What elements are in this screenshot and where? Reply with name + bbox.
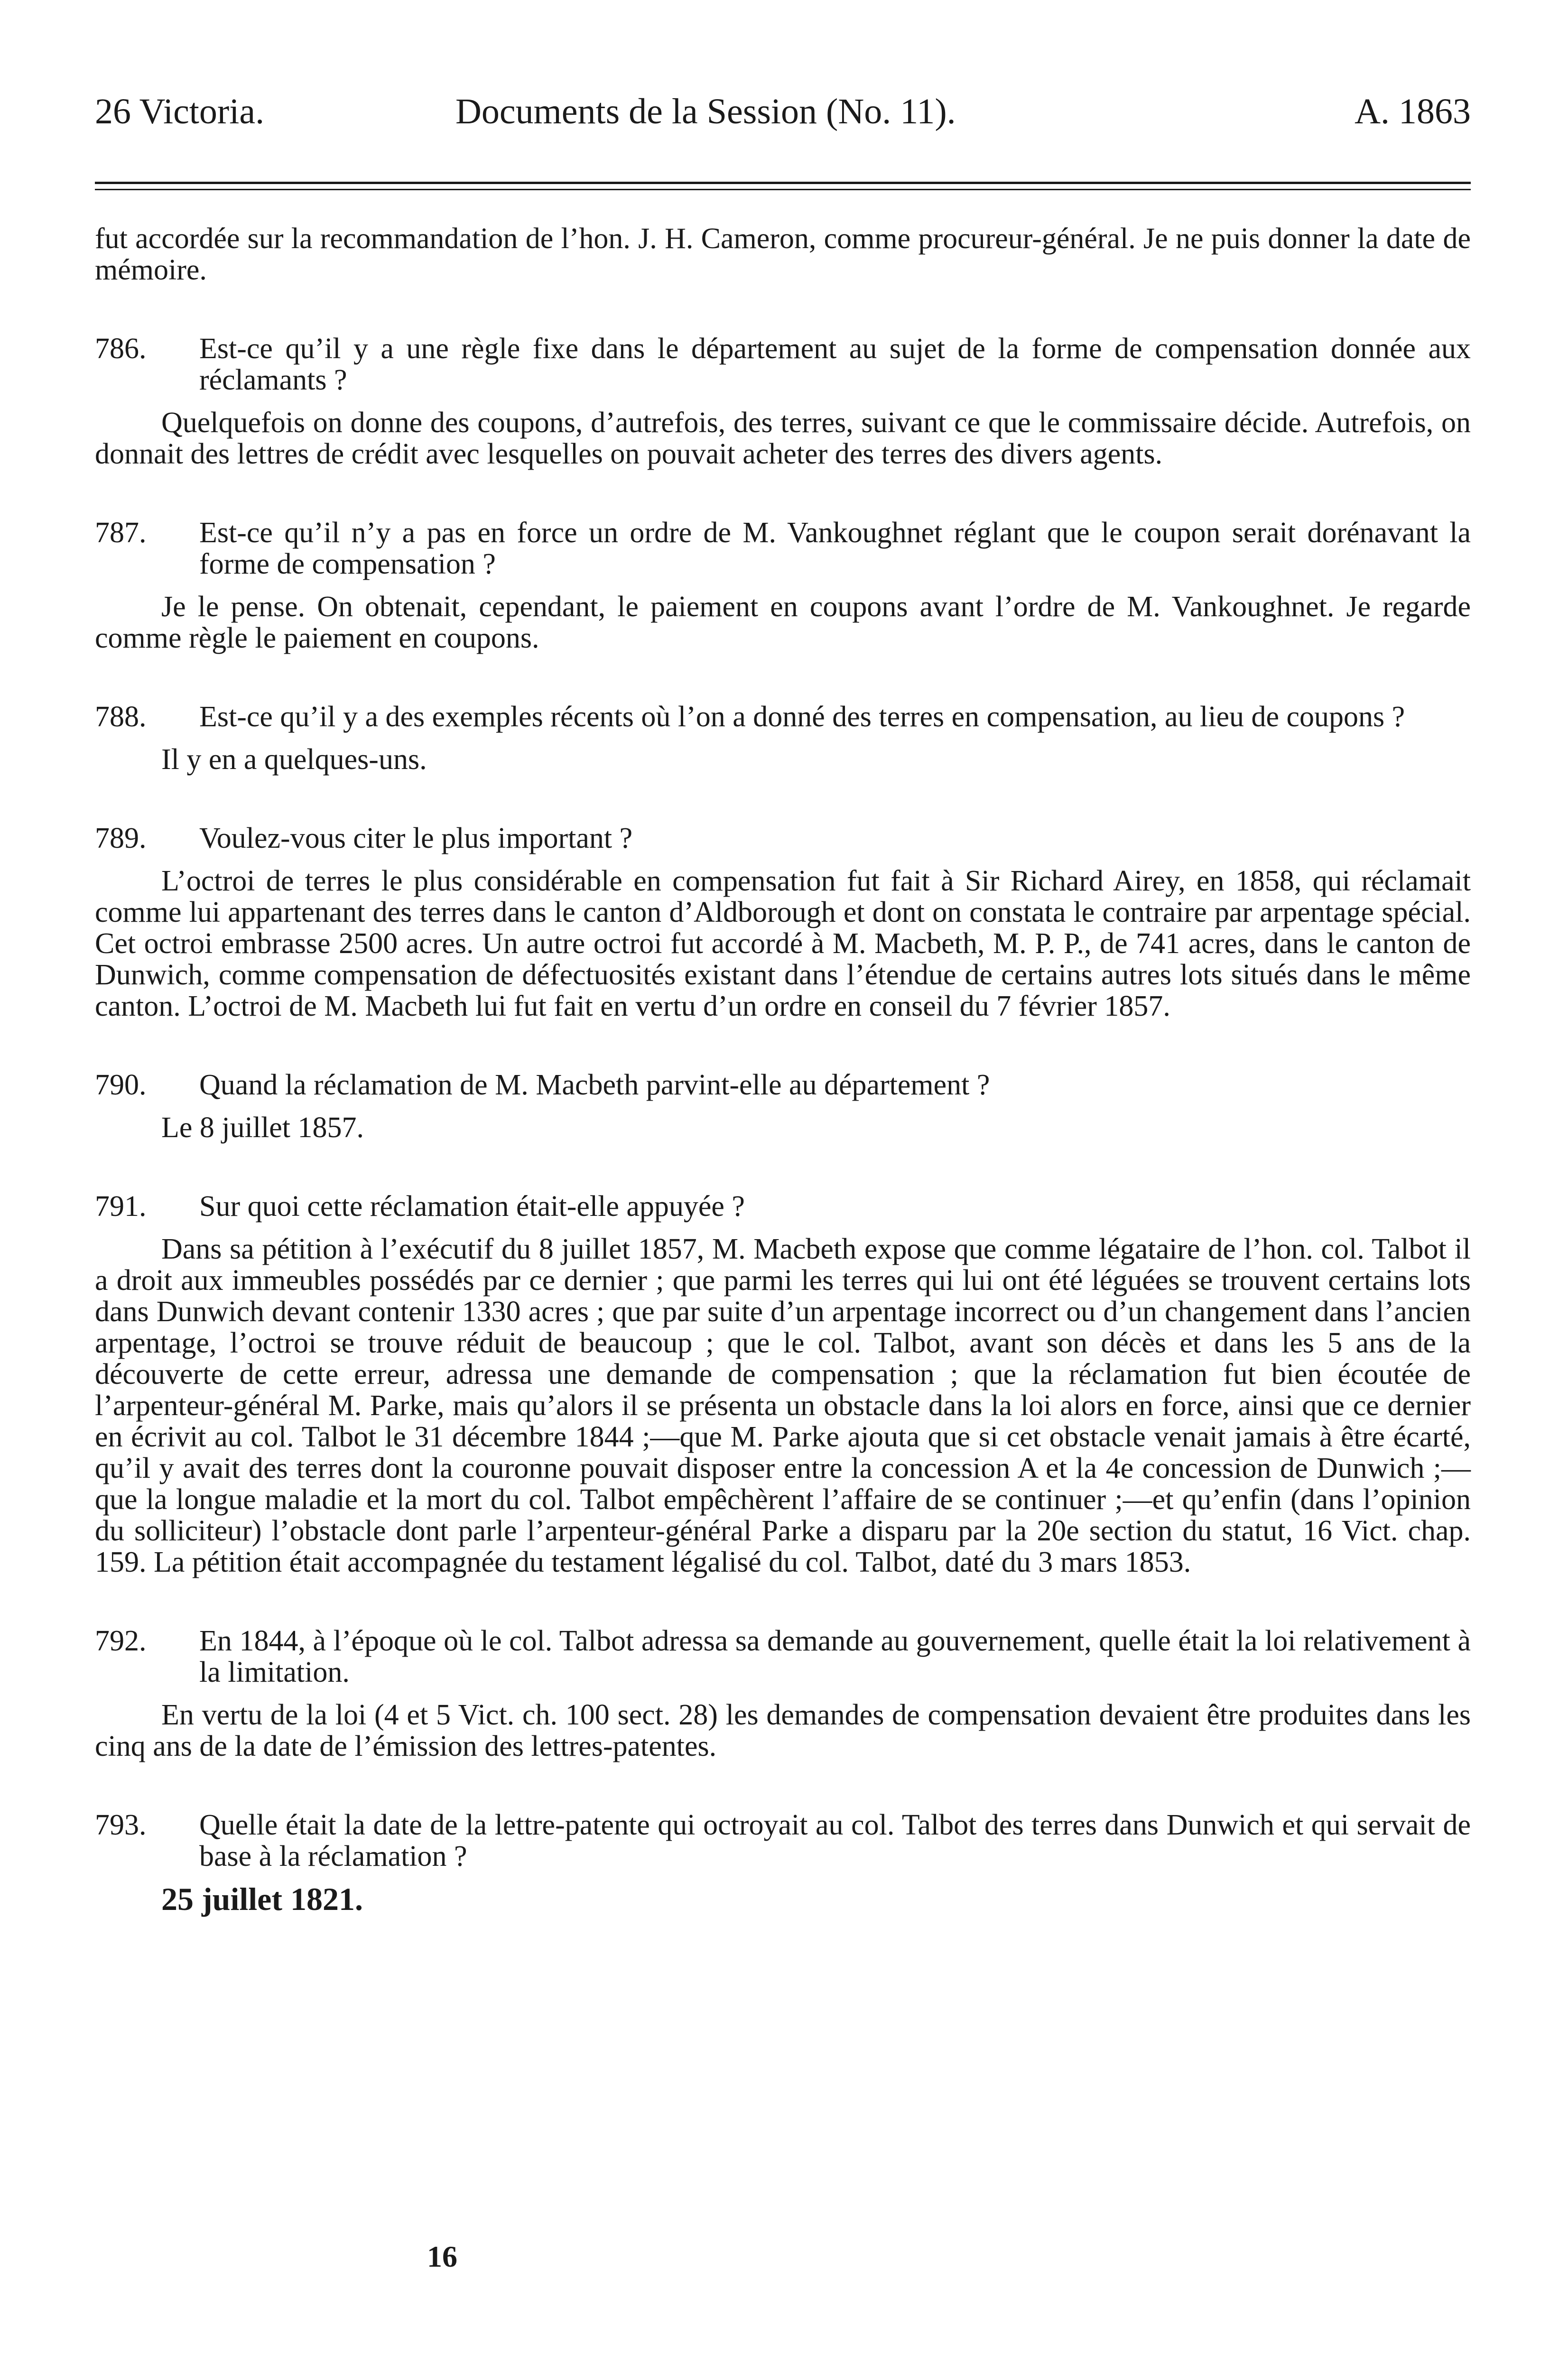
- answer: Dans sa pétition à l’exécutif du 8 juillet 1857, M. Macbeth expose que comme légataire de l’hon. col. Talbot il a droit aux immeubles possédés par ce dernier ; que parmi les terres qui lui ont été léguées se trouvent certains lots dans Dunwich devant contenir 1330 acres ; que par suite d’un arpentage incorrect ou d’un changement dans l’ancien arpentage, l’octroi se trouve réduit de beaucoup ; que le col. Talbot, avant son décès et dans les 5 ans de la découverte de cette erreur, adressa une demande de compensation ; que la réclamation fut bien écoutée de l’arpenteur-général M. Parke, mais qu’alors il se présenta un obstacle dans la loi alors en force, ainsi que ce dernier en écrivit au col. Talbot le 31 décembre 1844 ;—que M. Parke ajouta que si cet obstacle venait jamais à être écarté, qu’il y avait des terres dont la couronne pouvait disposer entre la concession A et la 4e concession de Dunwich ;—que la longue maladie et la mort du col. Talbot empêchèrent l’affaire de se continuer ;—et qu’enfin (dans l’opinion du solliciteur) l’obstacle dont parle l’arpenteur-général Parke a disparu par la 20e section du statut, 16 Vict. chap. 159. La pétition était accompagnée du testament légalisé du col. Talbot, daté du 3 mars 1853.: [95, 1233, 1471, 1578]
- question-text: Quelle était la date de la lettre-patente qui octroyait au col. Talbot des terres dans Dunwich et qui servait de base à la réclamation ?: [199, 1809, 1471, 1872]
- header-rule-thick: [95, 182, 1471, 184]
- question: [95, 1625, 1471, 1688]
- answer: Je le pense. On obtenait, cependant, le paiement en coupons avant l’ordre de M. Vankoughnet. Je regarde comme règle le paiement en coupons.: [95, 591, 1471, 654]
- qa-entry: [95, 1809, 1471, 1915]
- question: [95, 701, 1471, 732]
- answer: L’octroi de terres le plus considérable en compensation fut fait à Sir Richard Airey, en 1858, qui réclamait comme lui appartenant des terres dans le canton d’Aldborough et dont on constata le contraire par arpentage spécial. Cet octroi embrasse 2500 acres. Un autre octroi fut accordé à M. Macbeth, M. P. P., de 741 acres, dans le canton de Dunwich, comme compensation de défectuosités existant dans l’étendue de certains autres lots situés dans le même canton. L’octroi de M. Macbeth lui fut fait en vertu d’un ordre en conseil du 7 février 1857.: [95, 865, 1471, 1022]
- question-text: Est-ce qu’il y a une règle fixe dans le département au sujet de la forme de compensation donnée aux réclamants ?: [199, 333, 1471, 396]
- header-volume: 26 Victoria.: [95, 92, 265, 131]
- question-text: Est-ce qu’il n’y a pas en force un ordre de M. Vankoughnet réglant que le coupon serait dorénavant la forme de compensation ?: [199, 517, 1471, 580]
- answer: En vertu de la loi (4 et 5 Vict. ch. 100 sect. 28) les demandes de compensation devaient être produites dans les cinq ans de la date de l’émission des lettres-patentes.: [95, 1699, 1471, 1762]
- header-year: A. 1863: [1355, 92, 1471, 131]
- qa-entry: [95, 1625, 1471, 1762]
- question-number: 793.: [95, 1809, 147, 1841]
- question-text: Voulez-vous citer le plus important ?: [199, 822, 633, 854]
- header-title: Documents de la Session (No. 11).: [455, 92, 956, 131]
- question-number: 790.: [95, 1069, 147, 1101]
- question-text: Est-ce qu’il y a des exemples récents où l’on a donné des terres en compensation, au lieu de coupons ?: [199, 701, 1405, 733]
- qa-entry: [95, 333, 1471, 470]
- answer: Il y en a quelques-uns.: [161, 743, 427, 776]
- header-rule-thin: [95, 189, 1471, 190]
- question: [95, 1191, 1471, 1222]
- question: [95, 1809, 1471, 1872]
- qa-entry: [95, 517, 1471, 654]
- document-body: [95, 223, 1471, 1915]
- answer: Quelquefois on donne des coupons, d’autrefois, des terres, suivant ce que le commissaire décide. Autrefois, on donnait des lettres de crédit avec lesquelles on pouvait acheter des terres des divers agents.: [95, 407, 1471, 470]
- qa-entry: [95, 1069, 1471, 1143]
- qa-entry: [95, 701, 1471, 775]
- question-text: Sur quoi cette réclamation était-elle appuyée ?: [199, 1190, 745, 1223]
- question-number: 792.: [95, 1625, 147, 1657]
- answer: Le 8 juillet 1857.: [161, 1112, 364, 1144]
- intro-paragraph: fut accordée sur la recommandation de l’hon. J. H. Cameron, comme procureur-général. Je ne puis donner la date de mémoire.: [95, 222, 1471, 286]
- question: [95, 1069, 1471, 1101]
- page-number: 16: [427, 2240, 457, 2273]
- question-number: 791.: [95, 1190, 147, 1223]
- question-number: 788.: [95, 701, 147, 733]
- running-header: [95, 88, 1471, 135]
- question: [95, 823, 1471, 854]
- question: [95, 517, 1471, 580]
- question-number: 789.: [95, 822, 147, 854]
- question-text: En 1844, à l’époque où le col. Talbot adressa sa demande au gouvernement, quelle était la loi relativement à la limitation.: [199, 1625, 1471, 1688]
- question-text: Quand la réclamation de M. Macbeth parvint-elle au département ?: [199, 1069, 990, 1101]
- question: [95, 333, 1471, 396]
- answer: 25 juillet 1821.: [161, 1881, 363, 1917]
- question-number: 786.: [95, 333, 147, 365]
- qa-entry: [95, 1191, 1471, 1578]
- question-number: 787.: [95, 517, 147, 549]
- qa-entry: [95, 823, 1471, 1022]
